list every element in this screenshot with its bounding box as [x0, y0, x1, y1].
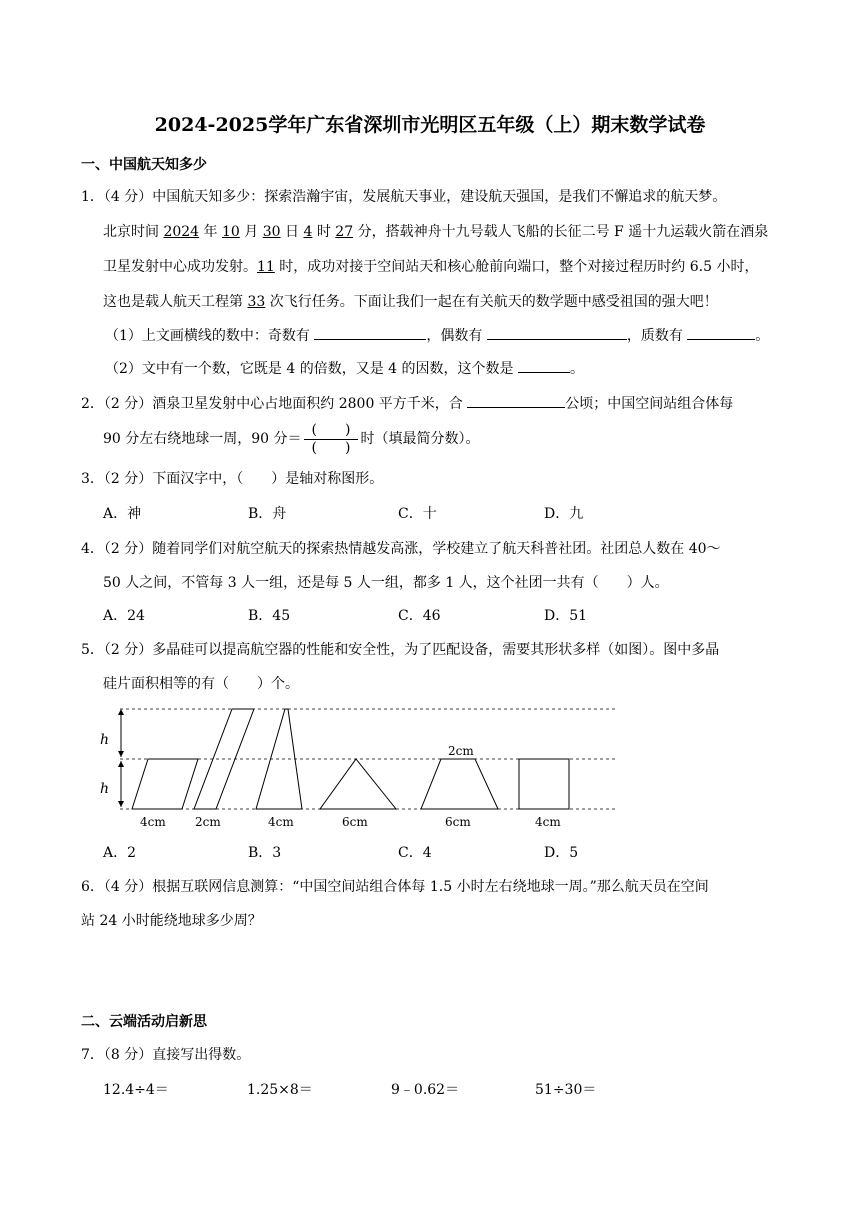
q4-line-1: 4．（2 分）随着同学们对航空航天的探索热情越发高涨，学校建立了航天科普社团。社团总人数在 40～: [81, 541, 721, 557]
underlined-minute: 27: [335, 224, 354, 240]
underlined-hour-2: 11: [257, 259, 275, 275]
square-shape: [519, 759, 569, 809]
q3-option-a[interactable]: A．神: [103, 506, 142, 522]
q1-subquestion-2: （2）文中有一个数，它既是 4 的倍数，又是 4 的因数，这个数是 。: [105, 358, 584, 378]
prime-numbers-blank[interactable]: [687, 325, 755, 340]
underlined-month: 10: [222, 224, 240, 240]
q1-line-4: 这也是载人航天工程第 33 次飞行任务。下面让我们一起在有关航天的数学题中感受祖国的强大吧！: [103, 294, 718, 310]
h-label-upper: h: [100, 732, 110, 748]
fraction-answer[interactable]: [304, 422, 359, 457]
even-numbers-blank[interactable]: [487, 325, 627, 340]
fraction-numerator: ( ): [304, 422, 359, 440]
base-label-5: 6cm: [445, 815, 471, 829]
base-label-2: 2cm: [195, 815, 221, 829]
h-label-lower: h: [100, 781, 110, 797]
q2-line-2: 90 分左右绕地球一周，90 分＝ $\frac{( )}{( )}$ 时（填最简分数）。: [103, 421, 480, 456]
section-heading-2: 二、云端活动启新思: [81, 1014, 207, 1030]
q1-number: 1．: [81, 189, 104, 205]
section-heading-1: 一、中国航天知多少: [81, 157, 207, 173]
hectares-blank[interactable]: [467, 393, 565, 408]
q6-line-2: 站 24 小时能绕地球多少周？: [81, 913, 262, 929]
base-label-1: 4cm: [140, 815, 166, 829]
triangle-shape: [320, 759, 396, 809]
trapezoid-top-label: 2cm: [448, 744, 474, 758]
q3-option-b[interactable]: B．舟: [248, 506, 287, 522]
q1-text-1: （4 分）中国航天知多少：探索浩瀚宇宙，发展航天事业，建设航天强国，是我们不懈追求的航天梦。: [103, 189, 727, 205]
silicon-shapes-figure: [90, 700, 620, 832]
q4-option-b[interactable]: B．45: [248, 608, 291, 624]
q3-option-c[interactable]: C．十: [398, 506, 437, 522]
q4-line-2: 50 人之间，不管每 3 人一组，还是每 5 人一组，都多 1 人，这个社团一共有（ ）人。: [103, 575, 669, 591]
q5-line-2: 硅片面积相等的有（ ）个。: [103, 676, 299, 692]
base-label-6: 4cm: [535, 815, 561, 829]
q7-item-3: 9﹣0.62＝: [391, 1082, 460, 1098]
q7-item-2: 1.25×8＝: [247, 1082, 313, 1098]
q7-item-4: 51÷30＝: [535, 1082, 597, 1098]
q7-stem: 7．（8 分）直接写出得数。: [81, 1047, 251, 1063]
q5-line-1: 5．（2 分）多晶硅可以提高航空器的性能和安全性，为了匹配设备，需要其形状多样（如图）。图中多晶: [81, 642, 720, 658]
q3-stem: 3．（2 分）下面汉字中，（ ）是轴对称图形。: [81, 471, 384, 487]
q5-option-d[interactable]: D．5: [544, 845, 579, 861]
underlined-hour: 4: [303, 224, 313, 240]
q1-subquestion-1: （1）上文画横线的数中：奇数有 ，偶数有 ，质数有 。: [105, 325, 769, 345]
q1-line-1: [81, 188, 726, 206]
base-label-4: 6cm: [342, 815, 368, 829]
q5-option-b[interactable]: B．3: [248, 845, 282, 861]
q4-option-c[interactable]: C．46: [398, 608, 441, 624]
page-title: 2024-2025学年广东省深圳市光明区五年级（上）期末数学试卷: [154, 114, 706, 136]
q7-item-1: 12.4÷4＝: [103, 1082, 169, 1098]
q4-option-a[interactable]: A．24: [103, 608, 145, 624]
underlined-day: 30: [262, 224, 281, 240]
q4-option-d[interactable]: D．51: [544, 608, 588, 624]
multiple-factor-blank[interactable]: [518, 358, 570, 373]
odd-numbers-blank[interactable]: [314, 325, 426, 340]
q5-option-a[interactable]: A．2: [103, 845, 137, 861]
base-label-3: 4cm: [268, 815, 294, 829]
q6-line-1: 6．（4 分）根据互联网信息测算：“中国空间站组合体每 1.5 小时左右绕地球一周。”那么航天员在空间: [81, 879, 709, 895]
q1-line-2: 北京时间 2024 年 10 月 30 日 4 时 27 分，搭载神舟十九号载人飞船的长征二号 F 遥十九运载火箭在酒泉: [103, 224, 769, 240]
underlined-mission-number: 33: [247, 294, 266, 310]
fraction-denominator: ( ): [311, 439, 351, 456]
q2-line-1: 2．（2 分）酒泉卫星发射中心占地面积约 2800 平方千米，合 公顷；中国空间站组合体每: [81, 393, 733, 413]
q3-option-d[interactable]: D．九: [544, 506, 584, 522]
q1-line-3: 卫星发射中心成功发射。11 时，成功对接于空间站天和核心舱前向端口，整个对接过程历时约 6.5 小时，: [103, 259, 759, 275]
underlined-year: 2024: [163, 224, 200, 240]
parallelogram-shape: [132, 759, 198, 809]
q5-option-c[interactable]: C．4: [398, 845, 432, 861]
trapezoid-shape: [421, 759, 498, 809]
